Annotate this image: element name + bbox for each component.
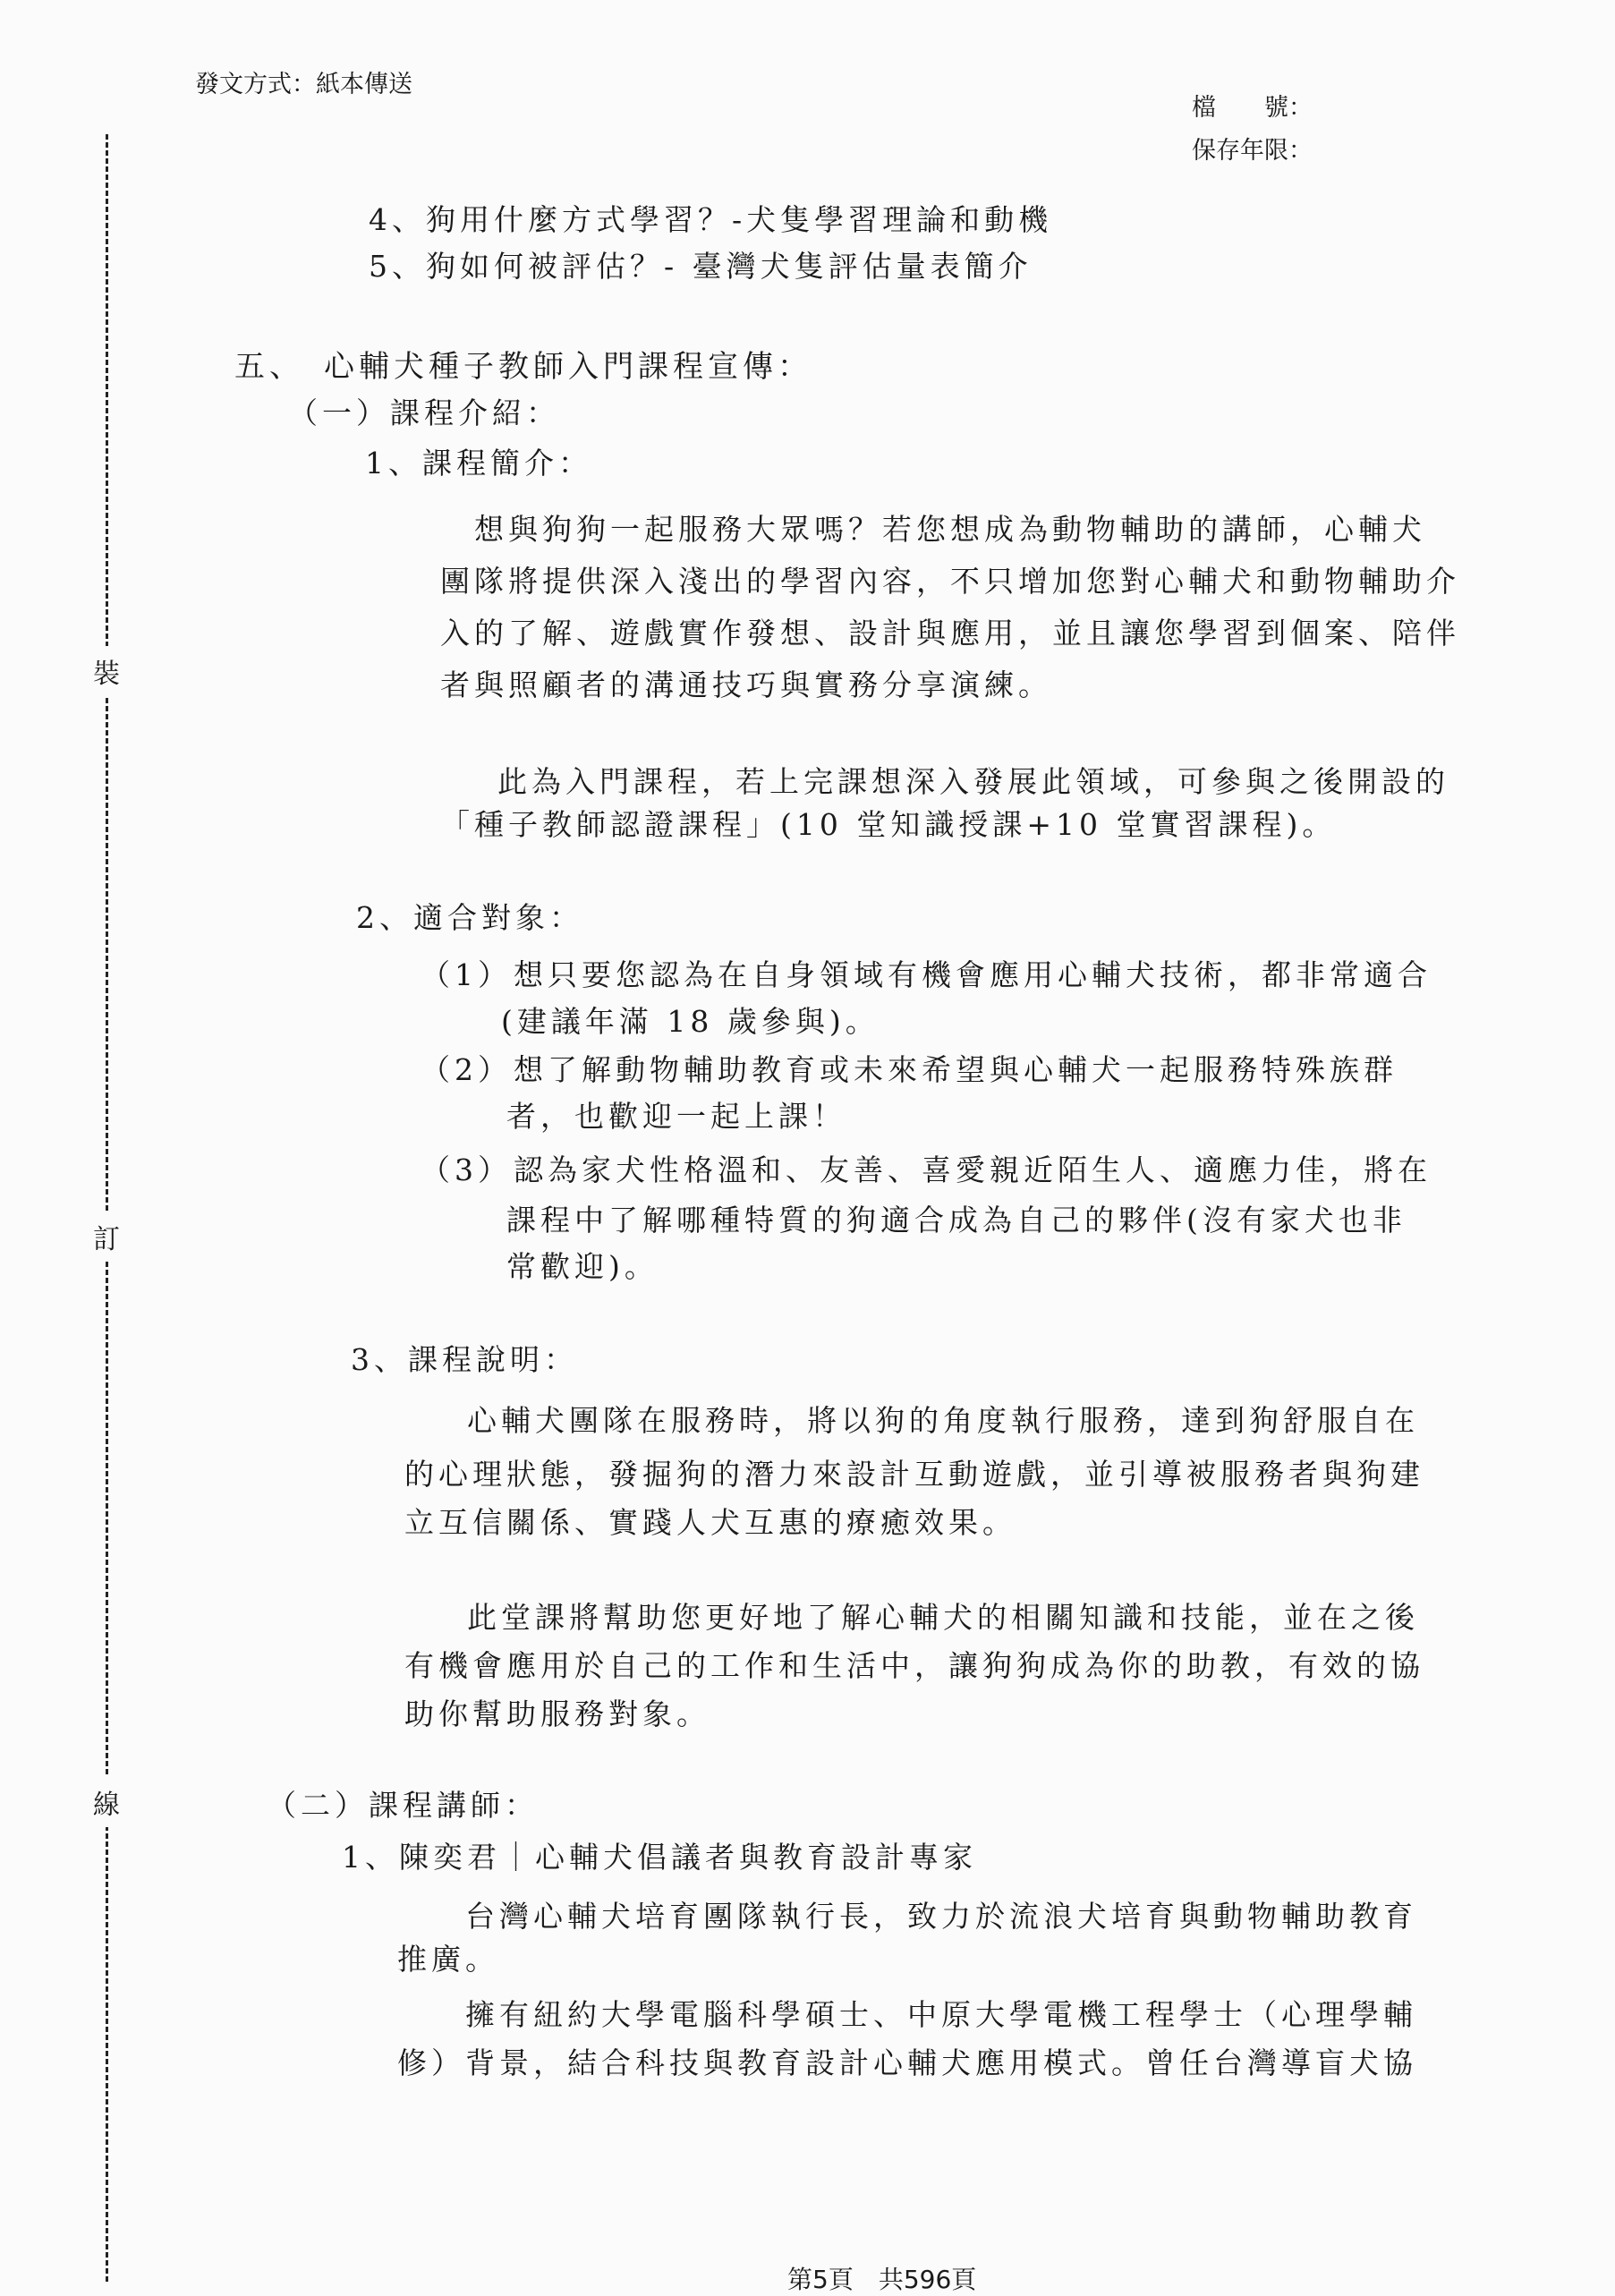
audience-line: 認為家犬性格溫和、友善、喜愛親近陌生人、適應力佳，將在 <box>514 1152 1432 1187</box>
previous-item-5: 5、狗如何被評估？- 臺灣犬隻評估量表簡介 <box>369 249 1033 284</box>
paragraph-line: 助你幫助服務對象。 <box>404 1696 710 1731</box>
binding-mark-bottom: 線 <box>86 1777 127 1827</box>
binding-mark-middle: 訂 <box>86 1212 127 1262</box>
audience-number-3: （3） <box>421 1152 512 1187</box>
audience-line: 想了解動物輔助教育或未來希望與心輔犬一起服務特殊族群 <box>514 1052 1398 1087</box>
page-number: 第5頁 共596頁 <box>787 2265 977 2294</box>
paragraph-line: 修）背景，結合科技與教育設計心輔犬應用模式。曾任台灣導盲犬協 <box>397 2045 1417 2080</box>
paragraph-line: 團隊將提供深入淺出的學習內容，不只增加您對心輔犬和動物輔助介 <box>440 564 1460 599</box>
delivery-method: 發文方式：紙本傳送 <box>195 71 412 98</box>
audience-line: 想只要您認為在自身領域有機會應用心輔犬技術，都非常適合 <box>514 957 1432 992</box>
previous-item-4: 4、狗用什麼方式學習？-犬隻學習理論和動機 <box>369 202 1053 237</box>
audience-line: 課程中了解哪種特質的狗適合成為自己的夥伴(沒有家犬也非 <box>506 1203 1407 1237</box>
item-2-title: 2、適合對象： <box>356 900 583 935</box>
paragraph-line: 的心理狀態，發掘狗的潛力來設計互動遊戲，並引導被服務者與狗建 <box>404 1457 1424 1492</box>
item-1-title: 1、課程簡介： <box>365 446 592 480</box>
paragraph-line: 者與照顧者的溝通技巧與實務分享演練。 <box>440 668 1052 702</box>
audience-line: 者，也歡迎一起上課！ <box>506 1099 846 1134</box>
subsection-1-title: （一）課程介紹： <box>288 395 560 430</box>
paragraph-line: 擁有紐約大學電腦科學碩士、中原大學電機工程學士（心理學輔 <box>465 1997 1417 2032</box>
paragraph-line: 「種子教師認證課程」(10 堂知識授課+10 堂實習課程)。 <box>440 807 1337 842</box>
audience-number-1: （1） <box>421 957 512 992</box>
paragraph-line: 推廣。 <box>397 1942 499 1977</box>
paragraph-line: 想與狗狗一起服務大眾嗎？若您想成為動物輔助的講師，心輔犬 <box>474 512 1426 547</box>
audience-line: 常歡迎)。 <box>506 1249 659 1284</box>
paragraph-line: 此為入門課程，若上完課想深入發展此領域，可參與之後開設的 <box>497 764 1449 799</box>
paragraph-line: 此堂課將幫助您更好地了解心輔犬的相關知識和技能，並在之後 <box>467 1600 1419 1635</box>
paragraph-line: 有機會應用於自己的工作和生活中，讓狗狗成為你的助教，有效的協 <box>404 1648 1424 1683</box>
binding-mark-top: 裝 <box>86 646 127 696</box>
subsection-2-title: （二）課程講師： <box>267 1788 539 1823</box>
item-3-title: 3、課程說明： <box>351 1342 578 1377</box>
section-title: 五、 心輔犬種子教師入門課程宣傳： <box>234 349 812 385</box>
paragraph-line: 立互信關係、實踐人犬互惠的療癒效果。 <box>404 1505 1016 1540</box>
paragraph-line: 台灣心輔犬培育團隊執行長，致力於流浪犬培育與動物輔助教育 <box>465 1899 1417 1934</box>
audience-line: (建議年滿 18 歲參與)。 <box>501 1004 880 1039</box>
retention-label: 保存年限： <box>1192 137 1313 165</box>
file-number-label: 檔 號： <box>1192 94 1313 122</box>
paragraph-line: 心輔犬團隊在服務時，將以狗的角度執行服務，達到狗舒服自在 <box>467 1403 1419 1438</box>
audience-number-2: （2） <box>421 1052 512 1087</box>
scan-top-edge <box>0 0 1615 14</box>
lecturer-1-title: 1、陳奕君｜心輔犬倡議者與教育設計專家 <box>342 1840 977 1875</box>
paragraph-line: 入的了解、遊戲實作發想、設計與應用，並且讓您學習到個案、陪伴 <box>440 616 1460 651</box>
binding-dashed-line <box>106 134 108 2282</box>
